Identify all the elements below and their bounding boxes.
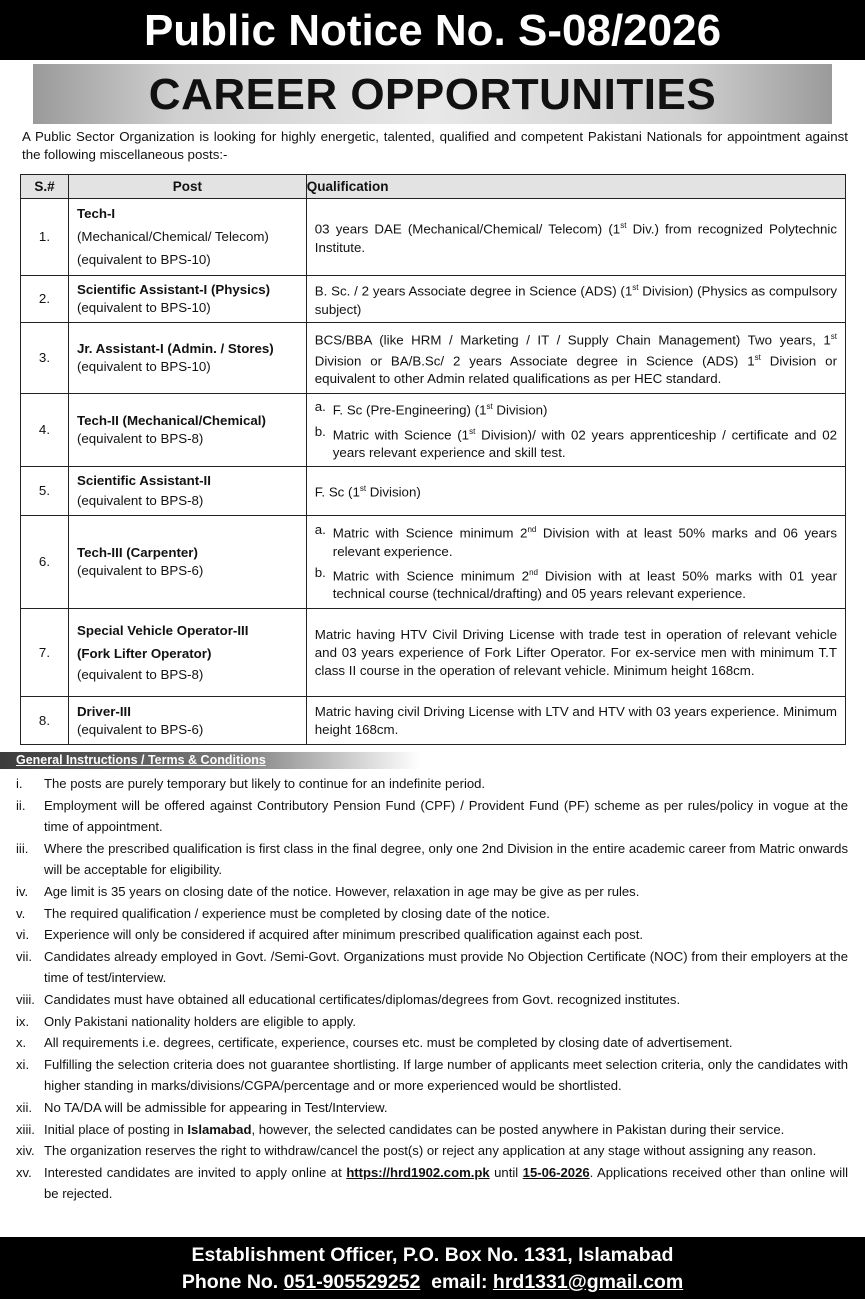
list-item bbox=[10, 1032, 848, 1054]
row-sn: 3. bbox=[21, 323, 69, 394]
table-row bbox=[21, 609, 846, 697]
notice-title: Public Notice No. S-08/2026 bbox=[0, 0, 865, 60]
phone-number: 051-905529252 bbox=[283, 1271, 421, 1293]
item-number: vii. bbox=[16, 948, 33, 964]
item-number: vi. bbox=[16, 927, 30, 943]
item-text-part: Initial place of posting in bbox=[44, 1121, 188, 1137]
item-text: Candidates already employed in Govt. /Semi-Govt. Organizations must provide No Objection Certificate (NOC) from their employers at the time of test/interview. bbox=[44, 948, 848, 986]
posting-city: Islamabad bbox=[187, 1121, 252, 1137]
item-text-part: until bbox=[489, 1164, 523, 1180]
item-text: Where the prescribed qualification is first class in the final degree, only one 2nd Division in the entire academic career from Matric onwards will be acceptable for eligibility. bbox=[44, 840, 848, 878]
header-post: Post bbox=[68, 175, 306, 199]
post-scale: (equivalent to BPS-8) bbox=[76, 431, 204, 446]
post-name: Tech-I bbox=[76, 206, 116, 221]
apply-link[interactable]: https://hrd1902.com.pk bbox=[346, 1164, 490, 1180]
row-post bbox=[68, 323, 306, 394]
contact-footer bbox=[0, 1237, 865, 1299]
row-sn: 8. bbox=[21, 697, 69, 745]
post-scale: (equivalent to BPS-10) bbox=[76, 300, 211, 315]
post-scale: (equivalent to BPS-6) bbox=[76, 563, 204, 578]
item-text-part: . Applications received other than online will be rejected. bbox=[44, 1164, 849, 1202]
item-number: iii. bbox=[16, 840, 29, 856]
row-sn: 5. bbox=[21, 467, 69, 516]
list-item bbox=[10, 1162, 848, 1205]
row-post bbox=[68, 276, 306, 323]
list-item bbox=[10, 795, 848, 838]
footer-address: Establishment Officer, P.O. Box No. 1331, Islamabad bbox=[191, 1244, 674, 1266]
list-item bbox=[10, 1140, 848, 1162]
list-item bbox=[10, 1011, 848, 1033]
list-item bbox=[10, 924, 848, 946]
item-number: ix. bbox=[16, 1013, 30, 1029]
item-number: xiii. bbox=[16, 1121, 35, 1137]
item-number: iv. bbox=[16, 883, 29, 899]
post-scale: (equivalent to BPS-8) bbox=[76, 666, 204, 682]
closing-date: 15-06-2026 bbox=[522, 1164, 590, 1180]
row-qualification: F. Sc (1st Division) bbox=[306, 467, 845, 516]
item-text bbox=[44, 1162, 848, 1205]
item-text: Experience will only be considered if acquired after minimum prescribed qualification against each post. bbox=[44, 927, 643, 943]
row-qualification: Matric having civil Driving License with LTV and HTV with 03 years experience. Minimum height 168cm. bbox=[306, 697, 845, 745]
list-item bbox=[10, 903, 848, 925]
list-item bbox=[10, 773, 848, 795]
item-text bbox=[44, 1119, 848, 1141]
post-name: Jr. Assistant-I (Admin. / Stores) bbox=[76, 341, 274, 356]
item-text: The required qualification / experience must be completed by closing date of the notice. bbox=[44, 905, 550, 921]
row-post bbox=[68, 394, 306, 467]
email-label: email: bbox=[431, 1271, 493, 1293]
item-number: viii. bbox=[16, 991, 35, 1007]
header-sn: S.# bbox=[21, 175, 69, 199]
post-scale: (equivalent to BPS-10) bbox=[76, 359, 211, 374]
list-item bbox=[10, 989, 848, 1011]
qualification-option-b bbox=[315, 564, 837, 603]
row-qualification bbox=[306, 394, 845, 467]
post-name: Scientific Assistant-I (Physics) bbox=[76, 282, 271, 297]
page-subtitle: CAREER OPPORTUNITIES bbox=[33, 64, 832, 124]
instructions-list bbox=[10, 773, 848, 1205]
post-scale: (equivalent to BPS-8) bbox=[76, 493, 204, 508]
item-text: No TA/DA will be admissible for appearing in Test/Interview. bbox=[44, 1099, 388, 1115]
row-qualification: B. Sc. / 2 years Associate degree in Science (ADS) (1st Division) (Physics as compulsory subject) bbox=[306, 276, 845, 323]
list-item bbox=[10, 881, 848, 903]
row-post bbox=[68, 467, 306, 516]
table-row bbox=[21, 323, 846, 394]
phone-label: Phone No. bbox=[181, 1271, 284, 1293]
table-row bbox=[21, 276, 846, 323]
list-item bbox=[10, 1054, 848, 1097]
item-text: Employment will be offered against Contributory Pension Fund (CPF) / Provident Fund (PF) scheme as per rules/policy in vogue at the time of appointment. bbox=[44, 797, 848, 835]
item-text: All requirements i.e. degrees, certificate, experience, courses etc. must be completed by closing date of advertisement. bbox=[44, 1035, 733, 1051]
row-sn: 2. bbox=[21, 276, 69, 323]
list-item bbox=[10, 838, 848, 881]
list-item bbox=[10, 946, 848, 989]
list-item bbox=[10, 1097, 848, 1119]
row-sn: 4. bbox=[21, 394, 69, 467]
footer-contact-line bbox=[0, 1269, 865, 1295]
post-name: Scientific Assistant-II bbox=[76, 473, 211, 488]
row-sn: 7. bbox=[21, 609, 69, 697]
row-post bbox=[68, 609, 306, 697]
item-number: xv. bbox=[16, 1164, 32, 1180]
option-text: Matric with Science minimum 2nd Division with at least 50% marks and 06 years relevant experience. bbox=[332, 525, 837, 559]
qualification-option-a bbox=[315, 398, 837, 419]
item-number: xi. bbox=[16, 1056, 30, 1072]
row-post bbox=[68, 516, 306, 609]
item-text-part: Interested candidates are invited to apply online at bbox=[44, 1164, 347, 1180]
option-marker: b. bbox=[314, 564, 326, 580]
qualification-option-b bbox=[315, 423, 837, 462]
row-qualification: Matric having HTV Civil Driving License with trade test in operation of relevant vehicle and 03 years experience of Fork Lifter Operator. For ex-service men with minimum T.T class II course in the operation of relevant vehicle. Minimum height 168cm. bbox=[306, 609, 845, 697]
table-row bbox=[21, 199, 846, 276]
option-marker: b. bbox=[314, 423, 326, 439]
item-number: ii. bbox=[16, 797, 26, 813]
row-qualification bbox=[306, 516, 845, 609]
item-number: xii. bbox=[16, 1099, 33, 1115]
option-marker: a. bbox=[314, 522, 326, 538]
option-marker: a. bbox=[314, 399, 326, 415]
item-text: Age limit is 35 years on closing date of the notice. However, relaxation in age may be give as per rules. bbox=[44, 883, 640, 899]
header-qualification: Qualification bbox=[306, 175, 845, 199]
item-text: The posts are purely temporary but likely to continue for an indefinite period. bbox=[44, 776, 486, 791]
posts-table bbox=[20, 174, 846, 745]
option-text: F. Sc (Pre-Engineering) (1st Division) bbox=[332, 402, 548, 418]
post-detail: (Mechanical/Chemical/ Telecom) bbox=[76, 229, 269, 244]
option-text: Matric with Science minimum 2nd Division with at least 50% marks with 01 year technical course (technical/drafting) and 05 years relevant experience. bbox=[332, 567, 837, 601]
item-number: xiv. bbox=[16, 1143, 35, 1159]
row-post bbox=[68, 697, 306, 745]
table-row bbox=[21, 394, 846, 467]
item-text: The organization reserves the right to withdraw/cancel the post(s) or reject any application at any stage without assigning any reason. bbox=[44, 1143, 817, 1159]
item-number: v. bbox=[16, 905, 26, 921]
item-number: i. bbox=[16, 776, 23, 791]
list-item bbox=[10, 1119, 848, 1141]
post-detail: (Fork Lifter Operator) bbox=[76, 645, 212, 661]
post-scale: (equivalent to BPS-6) bbox=[76, 721, 204, 737]
row-sn: 6. bbox=[21, 516, 69, 609]
table-header-row bbox=[21, 175, 846, 199]
post-name: Tech-II (Mechanical/Chemical) bbox=[76, 413, 266, 428]
instructions-heading-band bbox=[0, 752, 420, 769]
item-number: x. bbox=[16, 1035, 27, 1051]
table-row bbox=[21, 467, 846, 516]
qualification-option-a bbox=[315, 521, 837, 560]
option-text: Matric with Science (1st Division)/ with 02 years apprenticeship / certificate and 02 years relevant experience and skill test. bbox=[332, 426, 838, 460]
item-text: Only Pakistani nationality holders are eligible to apply. bbox=[44, 1013, 356, 1029]
post-name: Driver-III bbox=[76, 703, 131, 719]
post-name: Tech-III (Carpenter) bbox=[76, 545, 198, 560]
row-post bbox=[68, 199, 306, 276]
post-scale: (equivalent to BPS-10) bbox=[76, 252, 211, 267]
row-sn: 1. bbox=[21, 199, 69, 276]
email-address[interactable]: hrd1331@gmail.com bbox=[492, 1271, 684, 1293]
intro-paragraph: A Public Sector Organization is looking for highly energetic, talented, qualified and competent Pakistani Nationals for appointment against the following miscellaneous posts:- bbox=[22, 129, 848, 162]
row-qualification: BCS/BBA (like HRM / Marketing / IT / Supply Chain Management) Two years, 1st Division or BA/B.Sc/ 2 years Associate degree in Science (ADS) 1st Division or equivalent to other Admin related qualifications as per HEC standard. bbox=[306, 323, 845, 394]
table-row bbox=[21, 516, 846, 609]
table-row bbox=[21, 697, 846, 745]
row-qualification: 03 years DAE (Mechanical/Chemical/ Telecom) (1st Div.) from recognized Polytechnic Institute. bbox=[306, 199, 845, 276]
instructions-heading: General Instructions / Terms & Conditions bbox=[16, 753, 266, 767]
item-text: Fulfilling the selection criteria does not guarantee shortlisting. If large number of applicants meet selection criteria, only the candidates with higher standing in marks/divisions/CGPA/percentage and or more experienced would be shortlisted. bbox=[44, 1056, 848, 1094]
item-text: Candidates must have obtained all educational certificates/diplomas/degrees from Govt. recognized institutes. bbox=[44, 991, 681, 1007]
item-text-part: , however, the selected candidates can be posted anywhere in Pakistan during their service. bbox=[251, 1121, 785, 1137]
post-name: Special Vehicle Operator-III bbox=[76, 622, 249, 638]
